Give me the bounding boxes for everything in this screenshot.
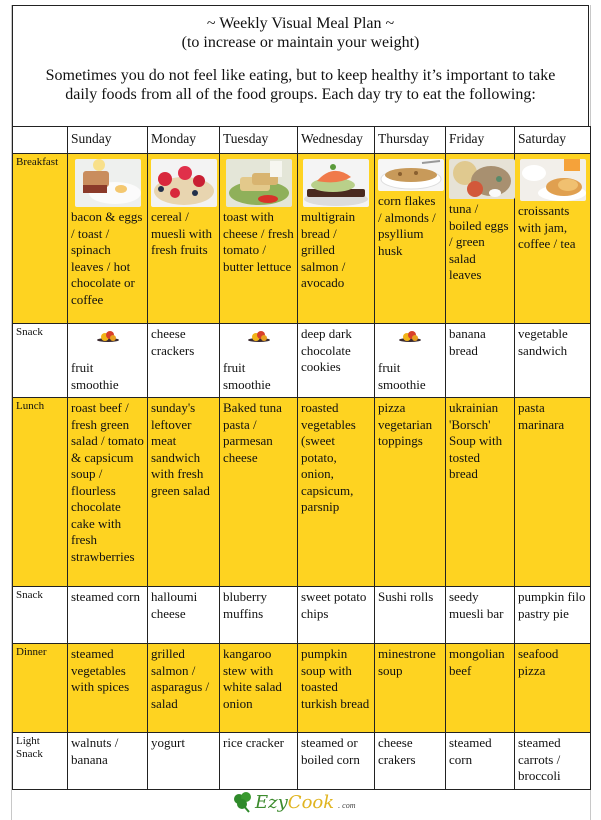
meal-text: minestrone soup bbox=[378, 646, 436, 678]
day-header-thursday: Thursday bbox=[375, 127, 446, 154]
meal-cell bbox=[68, 398, 148, 587]
page-subtitle: (to increase or maintain your weight) bbox=[181, 34, 420, 51]
meal-text: corn flakes / almonds / psyllium husk bbox=[378, 193, 436, 258]
meal-text: grilled salmon / asparagus / salad bbox=[151, 646, 210, 711]
meal-text: sunday's leftover meat sandwich with fresh green salad bbox=[151, 400, 210, 498]
meal-cell bbox=[148, 587, 220, 644]
meal-cell bbox=[446, 324, 515, 398]
meal-cell bbox=[375, 587, 446, 644]
meal-text: tuna / boiled eggs / green salad leaves bbox=[449, 201, 509, 282]
meal-cell bbox=[220, 644, 298, 733]
meal-cell bbox=[148, 154, 220, 324]
meal-text: deep dark chocolate cookies bbox=[301, 326, 352, 374]
intro-text bbox=[13, 66, 588, 104]
meal-cell bbox=[68, 587, 148, 644]
meal-cell bbox=[446, 644, 515, 733]
meal-text: fruit smoothie bbox=[378, 360, 426, 392]
fruit-icon bbox=[247, 330, 271, 342]
footer bbox=[12, 771, 590, 820]
meal-label: Light Snack bbox=[13, 733, 68, 790]
meal-text: roast beef / fresh green salad / tomato & capsicum soup / flourless chocolate cake with fresh strawberries bbox=[71, 400, 144, 564]
meal-text: steamed carrots / broccoli bbox=[518, 735, 561, 783]
meal-cell bbox=[375, 154, 446, 324]
meal-row-dinner bbox=[13, 644, 591, 733]
meal-text: cheese crackers bbox=[151, 326, 195, 358]
day-header-tuesday: Tuesday bbox=[220, 127, 298, 154]
meal-cell bbox=[298, 398, 375, 587]
meal-text: steamed corn bbox=[71, 589, 140, 604]
day-header-monday: Monday bbox=[148, 127, 220, 154]
meal-cell bbox=[515, 644, 591, 733]
day-header-saturday: Saturday bbox=[515, 127, 591, 154]
page-title: ~ Weekly Visual Meal Plan ~ bbox=[206, 15, 395, 32]
meal-text: pasta marinara bbox=[518, 400, 565, 432]
toast-cheese-photo-icon bbox=[226, 159, 292, 207]
meal-text: seafood pizza bbox=[518, 646, 559, 678]
meal-cell bbox=[515, 324, 591, 398]
meal-text: pumpkin filo pastry pie bbox=[518, 589, 586, 621]
meal-text: roasted vegetables (sweet potato, onion, capsicum, parsnip bbox=[301, 400, 356, 514]
meal-cell bbox=[375, 398, 446, 587]
meal-text: steamed or boiled corn bbox=[301, 735, 360, 767]
meal-label: Breakfast bbox=[13, 154, 68, 324]
meal-cell bbox=[220, 324, 298, 398]
meal-text: steamed corn bbox=[449, 735, 492, 767]
meal-cell bbox=[515, 587, 591, 644]
meal-text: kangaroo stew with white salad onion bbox=[223, 646, 282, 711]
meal-text: cheese crakers bbox=[378, 735, 416, 767]
meal-label: Dinner bbox=[13, 644, 68, 733]
intro-line-1: Sometimes you do not feel like eating, but to keep healthy it’s important to take bbox=[45, 67, 556, 84]
meal-label: Lunch bbox=[13, 398, 68, 587]
meal-label: Snack bbox=[13, 324, 68, 398]
meal-cell bbox=[148, 644, 220, 733]
parsley-leaf-icon bbox=[233, 791, 255, 813]
meal-text: rice cracker bbox=[223, 735, 284, 750]
meal-text: fruit smoothie bbox=[71, 360, 119, 392]
bacon-eggs-photo-icon bbox=[75, 159, 141, 207]
meal-cell bbox=[375, 644, 446, 733]
meal-text: Sushi rolls bbox=[378, 589, 434, 604]
meal-text: steamed vegetables with spices bbox=[71, 646, 130, 694]
day-header-friday: Friday bbox=[446, 127, 515, 154]
meal-row-lunch bbox=[13, 398, 591, 587]
fruit-icon bbox=[398, 330, 422, 342]
meal-cell bbox=[148, 398, 220, 587]
day-header-row bbox=[13, 127, 591, 154]
intro-line-2: daily foods from all of the food groups. Each day try to eat the following: bbox=[65, 86, 536, 103]
logo-text-ezy: Ezy bbox=[255, 792, 288, 813]
meal-cell bbox=[446, 398, 515, 587]
meal-text: pizza vegetarian toppings bbox=[378, 400, 433, 448]
meal-text: multigrain bread / grilled salmon / avocado bbox=[301, 209, 356, 290]
meal-text: walnuts / banana bbox=[71, 735, 119, 767]
corner-cell bbox=[13, 127, 68, 154]
meal-text: bacon & eggs / toast / spinach leaves / hot chocolate or coffee bbox=[71, 209, 143, 307]
meal-text: cereal / muesli with fresh fruits bbox=[151, 209, 213, 257]
salmon-bread-photo-icon bbox=[303, 159, 369, 207]
meal-text: bluberry muffins bbox=[223, 589, 268, 621]
header bbox=[12, 5, 589, 126]
meal-text: seedy muesli bar bbox=[449, 589, 504, 621]
meal-text: fruit smoothie bbox=[223, 360, 271, 392]
fruit-icon bbox=[96, 330, 120, 342]
meal-cell bbox=[148, 324, 220, 398]
meal-cell bbox=[68, 644, 148, 733]
logo-text-com: . com bbox=[338, 801, 356, 810]
meal-text: croissants with jam, coffee / tea bbox=[518, 203, 576, 251]
meal-row-snack bbox=[13, 324, 591, 398]
meal-row-snack bbox=[13, 587, 591, 644]
meal-text: mongolian beef bbox=[449, 646, 505, 678]
meal-cell bbox=[68, 324, 148, 398]
day-header-sunday: Sunday bbox=[68, 127, 148, 154]
meal-text: banana bread bbox=[449, 326, 486, 358]
meal-cell bbox=[375, 324, 446, 398]
croissants-photo-icon bbox=[520, 159, 586, 201]
meal-text: pumpkin soup with toasted turkish bread bbox=[301, 646, 370, 711]
logo-text-cook: Cook bbox=[287, 792, 335, 813]
meal-text: vegetable sandwich bbox=[518, 326, 568, 358]
meal-text: yogurt bbox=[151, 735, 185, 750]
meal-cell bbox=[220, 154, 298, 324]
tuna-salad-photo-icon bbox=[449, 159, 515, 199]
meal-cell bbox=[446, 587, 515, 644]
meal-cell bbox=[68, 154, 148, 324]
meal-text: Baked tuna pasta / parmesan cheese bbox=[223, 400, 282, 465]
ezycook-logo[interactable] bbox=[233, 791, 355, 813]
meal-cell bbox=[298, 644, 375, 733]
meal-cell bbox=[515, 154, 591, 324]
meal-text: toast with cheese / fresh tomato / butter lettuce bbox=[223, 209, 294, 274]
meal-cell bbox=[298, 324, 375, 398]
cereal-berries-photo-icon bbox=[151, 159, 217, 207]
meal-cell bbox=[515, 398, 591, 587]
meal-cell bbox=[298, 154, 375, 324]
corn-flakes-photo-icon bbox=[378, 159, 444, 191]
meal-text: halloumi cheese bbox=[151, 589, 198, 621]
meal-cell bbox=[298, 587, 375, 644]
day-header-wednesday: Wednesday bbox=[298, 127, 375, 154]
meal-cell bbox=[220, 398, 298, 587]
meal-row-breakfast bbox=[13, 154, 591, 324]
meal-cell bbox=[220, 587, 298, 644]
meal-plan-page bbox=[11, 5, 591, 820]
meal-text: ukrainian 'Borsch' Soup with tosted bread bbox=[449, 400, 503, 481]
meal-cell bbox=[446, 154, 515, 324]
meal-label: Snack bbox=[13, 587, 68, 644]
meal-plan-table bbox=[12, 126, 591, 790]
meal-text: sweet potato chips bbox=[301, 589, 367, 621]
